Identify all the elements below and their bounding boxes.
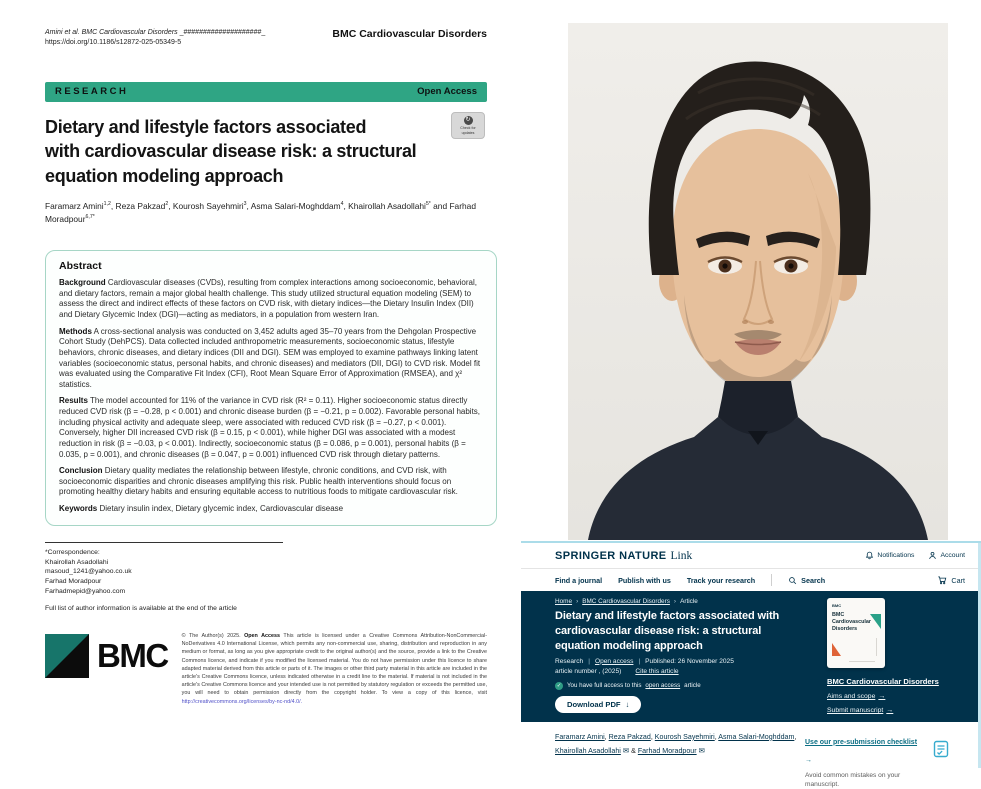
copyright-prefix: © The Author(s) 2025. [181, 632, 241, 639]
cover-decor-line [876, 638, 877, 656]
pre-submission-note: Avoid common mistakes on your manuscript. [805, 771, 901, 789]
nav-items [555, 576, 755, 585]
pre-submission-checklist-link[interactable]: Use our pre-submission checklist [805, 738, 918, 746]
cover-journal-title: BMC Cardiovascular Disorders [832, 612, 871, 632]
abstract-section: Methods A cross-sectional analysis was conducted on 3,452 adults aged 35–70 years from the Dehgolan Prospective Cohort Study (DehPCS). Data collected included anthropometric measurements, socioeconomic status, lifestyle behaviors, chronic diseases, and dietary indices (DII and DGI). SEM was employed to examine pathways linking latent variables (socioeconomic status, personal habits, and chronic diseases) and mediators (DII, DGI) to CVD risk. Model fit was evaluated using the Comparative Fit Index (CFI), Root Mean Square Error of Approximation (RMSEA), and χ² statistics. [59, 326, 481, 389]
author-name: Reza Pakzad$^2$ [115, 200, 169, 211]
open-access-link[interactable]: Open access [594, 657, 634, 665]
correspondence-line: Farhad Moradpour [45, 578, 102, 586]
mail-icon[interactable]: ✉ [698, 746, 705, 756]
abstract-sections [59, 278, 483, 515]
license-body: This article is licensed under a Creative Commons Attribution-NonCommercial-NoDerivatives 4.0 International License, which permits any non-commercial use, sharing, distribution and reproduction in any medium or format, as long as you give appropriate credit to the original author(s) and the source, provide a link to the Creative Commons licence, and indicate if you modified the licensed material. You do not have permission under this licence to share adapted material derived from this article or parts of it. The images or other third party material in this article are included in the article's Creative Commons licence, unless indicated otherwise in a credit line to the material. If material is not included in the article's Creative Commons licence and your intended use is not permitted by statutory regulation or exceeds the permitted use, you will need to obtain permission directly from the copyright holder. To view a copy of this licence, visit [181, 632, 487, 697]
breadcrumb-item[interactable]: BMC Cardiovascular Disorders [582, 598, 670, 605]
meta-separator: | [638, 657, 641, 665]
abstract-section: Background Cardiovascular diseases (CVDs), resulting from complex interactions among socioeconomic, behavioral, and dietary factors, remain a major global health challenge. This study utilized structural equation modeling (SEM) to assess the direct and indirect effects of these factors on CVD risk, with dietary indices—the Dietary Insulin Index (DII) and Dietary Glycemic Index (DGI)—acting as mediators, in a population from western Iran. [59, 278, 477, 320]
breadcrumb-item[interactable]: Home [555, 598, 573, 605]
arrow-icon: → [878, 693, 886, 700]
correspondence-block [45, 548, 487, 597]
open-access-label: Open Access [417, 86, 477, 97]
aims-and-scope-link[interactable] [827, 693, 955, 700]
access-suffix: article [684, 682, 701, 690]
access-prefix: You have full access to this [567, 682, 642, 690]
account-button[interactable] [928, 551, 965, 560]
bmc-logo-triangle [45, 634, 89, 678]
bmc-logo-mark [45, 634, 89, 678]
brand-suffix: Link [670, 549, 693, 562]
journal-panel [827, 598, 955, 714]
person-icon [928, 551, 937, 560]
abstract-box [45, 250, 497, 526]
author-name: Kourosh Sayehmiri$^3$ [172, 200, 247, 211]
checklist-icon[interactable] [931, 739, 951, 759]
download-pdf-button[interactable] [555, 696, 641, 713]
article-title [45, 115, 487, 189]
submit-manuscript-link[interactable] [827, 707, 955, 714]
author-link[interactable]: Khairollah Asadollahi [555, 747, 621, 756]
abstract-section: Results The model accounted for 11% of the variance in CVD risk (R² = 0.11). Higher socioeconomic status directly reduced CVD risk (β = −0.28, p < 0.001) and chronic disease burden (β = −0.21, p = 0.002). Favorable personal habits, including physical activity and adequate sleep, were associated with reduced CVD risk (β = −0.27, p < 0.001). Conversely, higher DII increased CVD risk (β = 0.15, p < 0.001), while higher DGI was associated with a modest reduction in risk (β = −0.03, p < 0.001). Indirectly, socioeconomic status (β = 0.086, p = 0.001), personal habits (β = 0.035, p = 0.001), and chronic diseases (β = 0.047, p = 0.001) influenced CVD risk through dietary patterns. [59, 396, 481, 459]
search-button[interactable] [788, 576, 825, 585]
breadcrumb [555, 598, 821, 605]
journal-home-link[interactable]: BMC Cardiovascular Disorders [827, 677, 939, 686]
abstract-heading: Abstract [59, 260, 102, 273]
site-nav [521, 569, 981, 591]
notifications-button[interactable] [865, 551, 914, 560]
download-pdf-label: Download PDF [567, 699, 621, 709]
submit-label: Submit manuscript [827, 707, 884, 714]
correspondence-label: *Correspondence: [45, 548, 100, 556]
pre-submission-block [805, 731, 965, 789]
copyright-text [182, 628, 487, 706]
article-type-band [45, 82, 487, 102]
author-link[interactable]: Farhad Moradpour [637, 747, 697, 756]
title-line: Dietary and lifestyle factors associated with [555, 610, 780, 622]
author-link[interactable]: Kourosh Sayehmiri [654, 732, 715, 741]
author-name: Asma Salari-Moghddam$^4$ [250, 200, 344, 211]
title-line: equation modeling approach [45, 166, 284, 187]
author-link[interactable]: Asma Salari-Moghddam [718, 732, 795, 741]
arrow-icon: → [886, 707, 894, 714]
title-line: with cardiovascular disease risk: a structural [45, 141, 417, 162]
running-head-placeholder: _####################_ [179, 29, 266, 36]
correspondence-line: Khairollah Asadollahi [45, 558, 109, 566]
abstract-section: Conclusion Dietary quality mediates the relationship between lifestyle, chronic conditions, and CVD risk, with socioeconomic disparities and chronic diseases amplifying this risk. Public health interventions should focus on promoting healthy dietary habits and ensuring equitable access to nutritious foods to mitigate cardiovascular risk. [59, 466, 458, 497]
crossmark-icon: ↻ [465, 117, 471, 124]
author-name: Farhad Moradpour$^{6,7*}$ [45, 200, 476, 224]
doi-text: https://doi.org/10.1186/s12872-025-05349-5 [45, 38, 182, 46]
springer-nature-logo[interactable] [555, 550, 692, 562]
research-label: RESEARCH [55, 86, 129, 97]
article-hero [521, 591, 981, 722]
nav-item[interactable]: Find a journal [555, 575, 603, 585]
paper-running-head-block [45, 28, 265, 46]
article-number: article number , (2025) [555, 667, 622, 675]
nav-divider [771, 574, 772, 586]
correspondence-lines [45, 558, 487, 597]
pre-submission-text [805, 731, 923, 789]
bmc-logo-text: BMC [97, 636, 168, 674]
author-link[interactable]: Faramarz Amini [555, 732, 605, 741]
bell-icon [865, 551, 874, 560]
abstract-section: Keywords Dietary insulin index, Dietary glycemic index, Cardiovascular disease [59, 504, 344, 514]
hero-meta [555, 658, 821, 665]
cover-orange-triangle [832, 643, 841, 656]
paper-header [45, 28, 487, 46]
title-line: equation modeling approach [555, 639, 703, 652]
access-note [555, 682, 821, 690]
cover-teal-triangle [870, 614, 881, 629]
author-list: Faramarz Amini$^{1,2}$, Reza Pakzad$^2$, Kourosh Sayehmiri$^3$, Asma Salari-Moghddam$^4$, Khairollah Asadollahi$^{5*}$ and Farhad Moradpour$^{6,7*}$ [45, 200, 476, 224]
breadcrumb-item: Article [680, 598, 698, 605]
hero-article-title [555, 609, 821, 654]
license-link[interactable]: http://creativecommons.org/licenses/by-nc-nd/4.0/. [181, 698, 303, 705]
cover-decor-line [849, 661, 875, 662]
brand-text: SPRINGER NATURE [555, 549, 667, 562]
portrait-illustration [568, 23, 948, 540]
running-head [45, 28, 265, 39]
author-link[interactable]: Reza Pakzad [608, 732, 651, 741]
search-icon [788, 576, 797, 585]
aims-label: Aims and scope [827, 693, 876, 700]
cart-icon [937, 575, 947, 585]
meta-type: Research [555, 657, 584, 665]
published-date: Published: 26 November 2025 [645, 657, 734, 665]
breadcrumb-separator: › [673, 598, 677, 605]
correspondence-rule [45, 542, 283, 543]
download-icon: ↓ [625, 699, 630, 709]
header-actions [865, 551, 965, 560]
running-head-citation: Amini et al. BMC Cardiovascular Disorders [45, 29, 178, 36]
paper-footer [45, 628, 487, 706]
portrait-photo [568, 23, 948, 540]
bmc-logo [45, 628, 168, 678]
nav-item[interactable]: Publish with us [618, 575, 671, 585]
open-access-bold: Open Access [244, 632, 280, 639]
nav-item[interactable]: Track your research [686, 575, 756, 585]
meta-separator: | [588, 657, 590, 665]
web-author-list: Faramarz Amini, Reza Pakzad, Kourosh Sayehmiri, Asma Salari-Moghddam, Khairollah Asadollahi ✉ & Farhad Moradpour ✉ [555, 732, 797, 756]
cart-button[interactable] [937, 575, 965, 585]
search-label: Search [801, 575, 826, 585]
check-updates-text: Check for updates [460, 126, 476, 135]
title-line: Dietary and lifestyle factors associated [45, 116, 367, 137]
journal-cover-thumbnail[interactable] [827, 598, 885, 668]
access-open-access-link[interactable]: open access [645, 682, 681, 690]
below-hero [521, 722, 981, 789]
site-header [521, 543, 981, 569]
author-name: Faramarz Amini$^{1,2}$ [45, 200, 111, 211]
notifications-label: Notifications [877, 552, 915, 559]
journal-name: BMC Cardiovascular Disorders [332, 28, 487, 40]
springer-link-page [521, 541, 981, 789]
title-line: cardiovascular disease risk: a structural [555, 624, 762, 637]
cite-this-article-link[interactable]: Cite this article [635, 667, 679, 675]
author-info-note: Full list of author information is available at the end of the article [45, 604, 237, 612]
author-name: Khairollah Asadollahi$^{5*}$ [348, 200, 431, 211]
correspondence-line: Farhadmepid@yahoo.com [45, 588, 126, 596]
breadcrumb-separator: › [576, 598, 579, 605]
account-label: Account [940, 552, 965, 559]
cart-label: Cart [951, 575, 965, 585]
arrow-icon: → [805, 756, 812, 764]
access-check-icon: ✓ [556, 682, 562, 689]
cover-bmc-logo: BMC [832, 603, 842, 608]
correspondence-line: masoud_1241@yahoo.co.uk [45, 568, 132, 576]
mail-icon[interactable]: ✉ [622, 746, 630, 756]
article-number-row [555, 668, 821, 675]
check-for-updates-badge[interactable] [451, 112, 485, 139]
